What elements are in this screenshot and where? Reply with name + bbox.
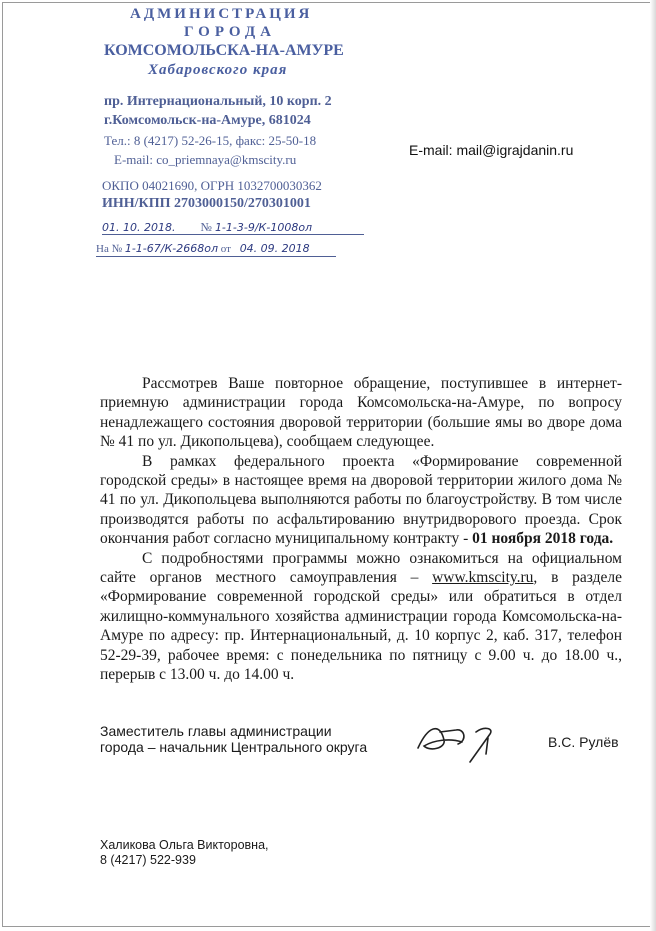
stamp-ref-label: На № [96, 243, 123, 255]
stamp-email: E-mail: co_priemnaya@kmscity.ru [114, 152, 297, 167]
stamp-org-line2: ГОРОДА [184, 24, 276, 40]
stamp-outgoing-number [102, 220, 364, 235]
stamp-ref-date-handwritten: 04. 09. 2018 [239, 242, 310, 255]
executor-phone: 8 (4217) 522-939 [100, 853, 196, 867]
stamp-inn: ИНН/КПП 2703000150/270301001 [102, 196, 311, 211]
paragraph-3 [100, 549, 622, 685]
deadline-bold: 01 ноября 2018 года. [472, 530, 614, 548]
stamp-number-label: № [200, 220, 212, 234]
signatory-title-line2: города – начальник Центрального округа [100, 739, 368, 755]
scan-edge-shadow [650, 0, 656, 931]
stamp-org-line3: КОМСОМОЛЬСКА-НА-АМУРЕ [104, 42, 344, 59]
stamp-ref-handwritten: 1-1-67/К-2668ол [124, 242, 219, 255]
signer-name: В.С. Рулёв [548, 734, 619, 750]
recipient-email: E-mail: mail@igrajdanin.ru [409, 142, 574, 158]
executor-info [100, 838, 269, 868]
handwritten-signature [410, 718, 520, 768]
signatory-title-line1: Заместитель главы администрации [100, 723, 332, 739]
stamp-phones: Тел.: 8 (4217) 52-26-15, факс: 25-50-18 [104, 133, 317, 148]
paragraph-2-text: В рамках федерального проекта «Формирование современной городской среды» в настоящее время на дворовой территории жилого дома № 41 по ул. Дикопольцева выполняются работы по благоустройству. В том числе производятся работы по асфальтированию внутридворового проезда. Срок окончания работ согласно муниципальному контракту - [100, 452, 622, 548]
letter-body [100, 374, 622, 685]
stamp-number-handwritten: 1-1-3-9/К-1008ол [214, 221, 313, 234]
paragraph-2 [100, 452, 622, 549]
stamp-okpo: ОКПО 04021690, ОГРН 1032700030362 [102, 178, 322, 193]
stamp-reference-number [96, 242, 336, 257]
paragraph-3-after-link: , в разделе «Формирование современной городской среды» или обратиться в отдел жилищно-коммунального хозяйства администрации города Комсомольска-на-Амуре по адресу: пр. Интернациональный, д. 10 корпус 2, каб. 317, телефон 52-29-39, рабочее время: с понедельника по пятницу с 9.00 ч. до 18.00 ч., перерыв с 13.00 ч. до 14.00 ч. [100, 569, 622, 684]
signatory-title [100, 723, 367, 755]
stamp-org-line1: АДМИНИСТРАЦИЯ [130, 6, 313, 22]
executor-name: Халикова Ольга Викторовна, [100, 838, 269, 852]
stamp-org-line4: Хабаровского края [148, 62, 288, 78]
paragraph-1: Рассмотрев Ваше повторное обращение, поступившее в интернет-приемную администрации города Комсомольска-на-Амуре, по вопросу ненадлежащего состояния дворовой территории (большие ямы во дворе дома № 41 по ул. Дикопольцева), сообщаем следующее. [100, 375, 622, 451]
website-link[interactable]: www.kmscity.ru [432, 569, 534, 587]
stamp-address-line2: г.Комсомольск-на-Амуре, 681024 [104, 113, 311, 128]
stamp-address-line1: пр. Интернациональный, 10 корп. 2 [104, 94, 332, 109]
stamp-date-handwritten: 01. 10. 2018. [102, 221, 176, 234]
paragraph-3-before-link: С подробностями программы можно ознакомиться на официальном сайте органов местного самоуправления – [100, 549, 622, 587]
stamp-ref-date-label: от [220, 243, 231, 255]
